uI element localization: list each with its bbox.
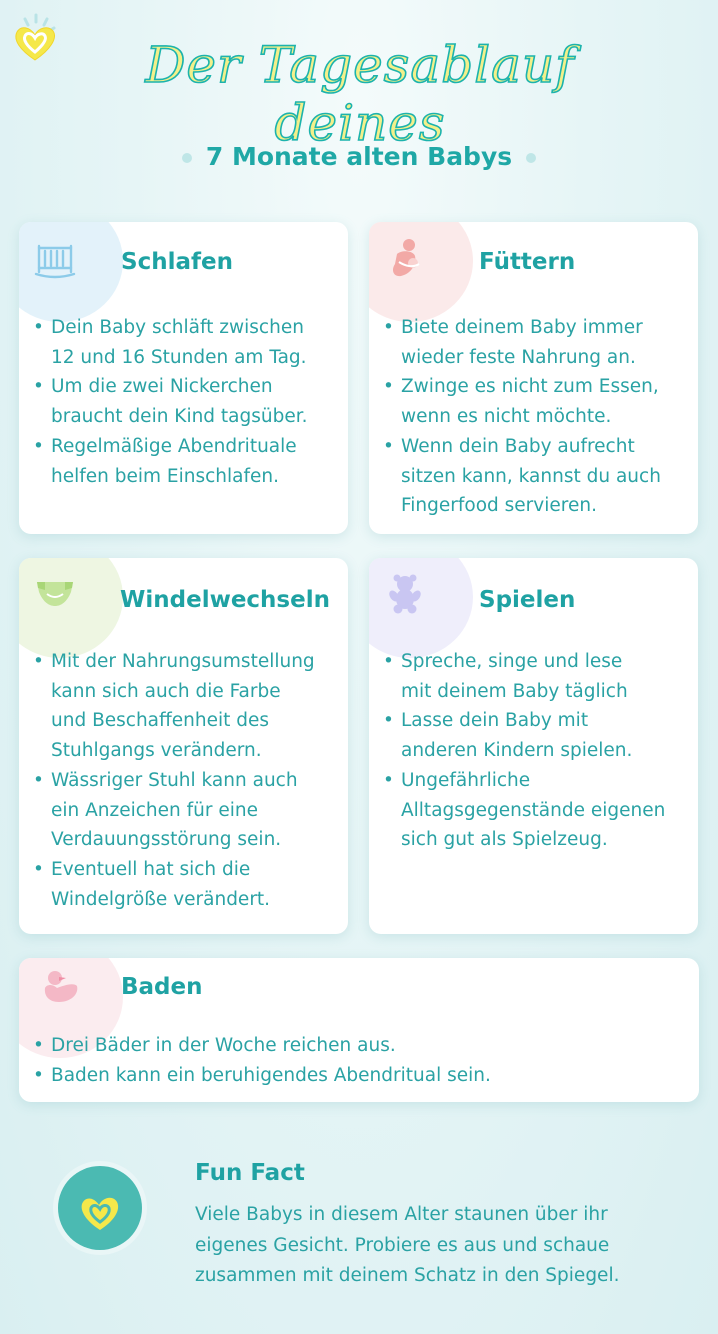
card-list [19,313,308,491]
diaper-icon [33,572,77,616]
list-item: • Spreche, singe und lese mit deinem Baby täglich [369,647,665,706]
list-item: • Mit der Nahrungsumstellung kann sich auch die Farbe und Beschaffenheit des Stuhlgangs verändern. [19,647,315,766]
heart-icon [58,1166,142,1250]
feeding-mother-icon [383,236,427,280]
card-spielen [369,558,698,934]
page-title: Der Tagesablauf deines [145,36,575,152]
list-item: • Wenn dein Baby aufrecht sitzen kann, kannst du auch Fingerfood servieren. [369,432,661,521]
list-item: • Drei Bäder in der Woche reichen aus. [19,1031,491,1061]
crib-icon [33,236,77,280]
list-item: • Lasse dein Baby mit anderen Kindern spielen. [369,706,665,765]
page-subtitle [0,142,718,171]
teddy-bear-icon [383,572,427,616]
list-item: • Regelmäßige Abendrituale helfen beim Einschlafen. [19,432,308,491]
subtitle-text: 7 Monate alten Babys [205,142,513,171]
card-title: Baden [121,974,203,1000]
decorative-dot [182,153,192,163]
card-title: Spielen [479,587,576,613]
card-baden [19,958,699,1102]
card-list [19,1031,491,1090]
card-list [369,313,661,521]
list-item: • Baden kann ein beruhigendes Abendritual sein. [19,1061,491,1091]
list-item: • Ungefährliche Alltagsgegenstände eigenen sich gut als Spielzeug. [369,766,665,855]
decorative-dot [526,153,536,163]
list-item: • Eventuell hat sich die Windelgröße verändert. [19,855,315,914]
card-list [19,647,315,914]
rubber-duck-icon [39,964,83,1008]
list-item: • Um die zwei Nickerchen braucht dein Kind tagsüber. [19,372,308,431]
card-windelwechseln [19,558,348,934]
card-schlafen [19,222,348,534]
card-list [369,647,665,855]
list-item: • Biete deinem Baby immer wieder feste Nahrung an. [369,313,661,372]
card-title: Windelwechseln [120,587,330,613]
fun-fact-badge [58,1166,142,1250]
brand-heart-logo-icon [8,10,64,66]
fun-fact-title: Fun Fact [195,1160,305,1186]
list-item: • Dein Baby schläft zwischen 12 und 16 Stunden am Tag. [19,313,308,372]
card-title: Füttern [479,249,576,275]
card-title: Schlafen [121,249,233,275]
list-item: • Zwinge es nicht zum Essen, wenn es nicht möchte. [369,372,661,431]
list-item: • Wässriger Stuhl kann auch ein Anzeichen für eine Verdauungsstörung sein. [19,766,315,855]
card-fuettern [369,222,698,534]
fun-fact-text: Viele Babys in diesem Alter staunen über ihr eigenes Gesicht. Probiere es aus und schaue zusammen mit deinem Schatz in den Spiegel. [195,1204,620,1286]
